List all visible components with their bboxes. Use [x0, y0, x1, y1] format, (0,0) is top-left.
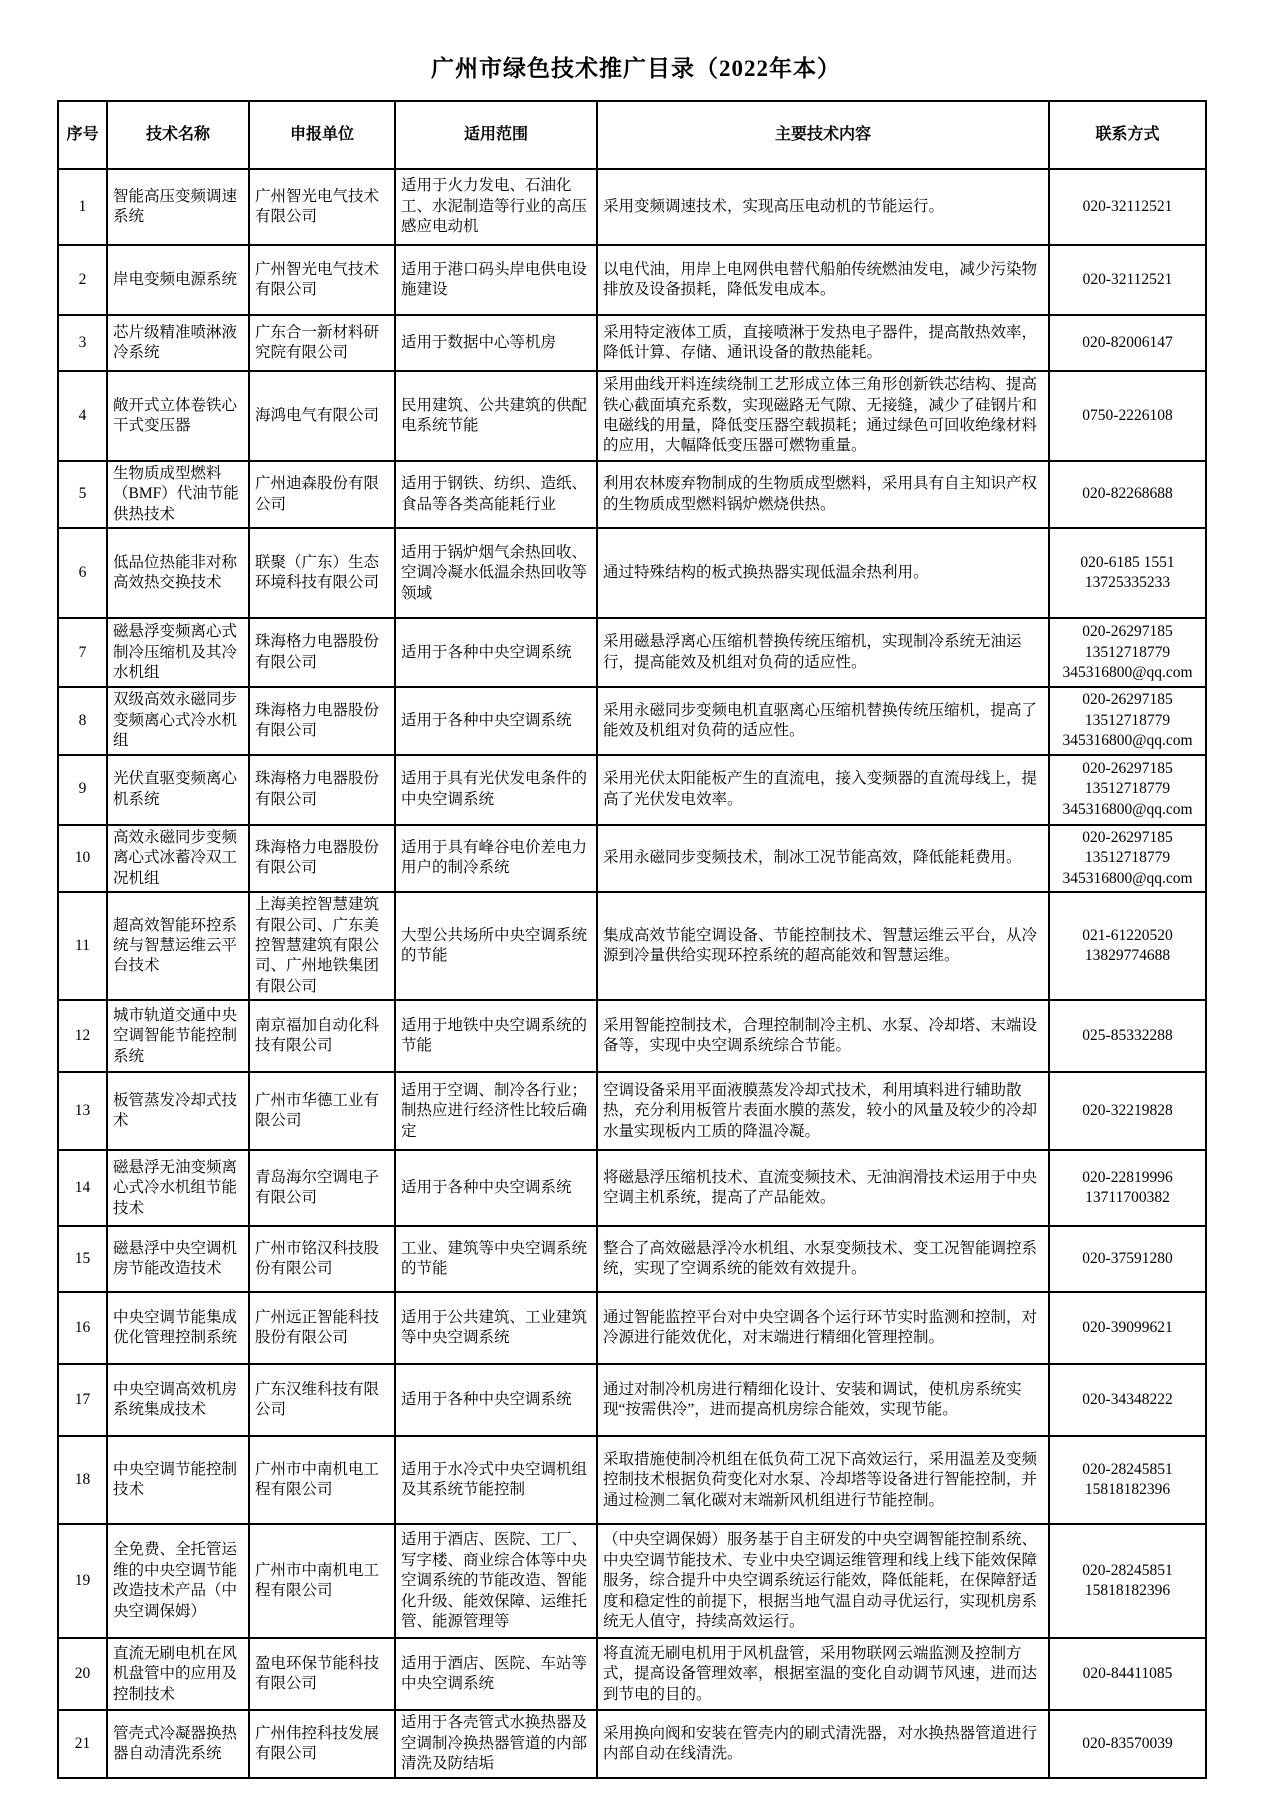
cell-main-content: 以电代油，用岸上电网供电替代船舶传统燃油发电，减少污染物排放及设备损耗，降低发电成本。: [597, 245, 1049, 315]
page-title: 广州市绿色技术推广目录（2022年本）: [431, 56, 841, 81]
cell-applicant-unit: 珠海格力电器股份有限公司: [249, 755, 395, 825]
cell-scope: 适用于具有峰谷电价差电力用户的制冷系统: [395, 825, 597, 892]
catalog-table: [57, 100, 1207, 1779]
cell-tech-name: 磁悬浮中央空调机房节能改造技术: [107, 1226, 249, 1292]
cell-applicant-unit: 广州市华德工业有限公司: [249, 1072, 395, 1150]
table-row: [58, 461, 1206, 528]
cell-applicant-unit: 珠海格力电器股份有限公司: [249, 687, 395, 754]
cell-contact: 025-85332288: [1049, 1000, 1206, 1072]
cell-tech-name: 岸电变频电源系统: [107, 245, 249, 315]
cell-scope: 适用于各种中央空调系统: [395, 618, 597, 687]
cell-contact: 020-26297185 13512718779 345316800@qq.com: [1049, 618, 1206, 687]
cell-row-number: 15: [58, 1226, 107, 1292]
cell-scope: 适用于公共建筑、工业建筑等中央空调系统: [395, 1292, 597, 1364]
cell-tech-name: 双级高效永磁同步变频离心式冷水机组: [107, 687, 249, 754]
cell-contact: 020-83570039: [1049, 1710, 1206, 1777]
cell-tech-name: 中央空调高效机房系统集成技术: [107, 1364, 249, 1436]
cell-main-content: 采用永磁同步变频技术，制冰工况节能高效，降低能耗费用。: [597, 825, 1049, 892]
cell-main-content: 将直流无刷电机用于风机盘管，采用物联网云端监测及控制方式，提高设备管理效率，根据室温的变化自动调节风速，进而达到节电的目的。: [597, 1638, 1049, 1710]
cell-applicant-unit: 青岛海尔空调电子有限公司: [249, 1150, 395, 1226]
table-row: [58, 1710, 1206, 1777]
cell-main-content: 整合了高效磁悬浮冷水机组、水泵变频技术、变工况智能调控系统，实现了空调系统的能效有效提升。: [597, 1226, 1049, 1292]
cell-contact: 020-84411085: [1049, 1638, 1206, 1710]
cell-contact: 020-26297185 13512718779 345316800@qq.com: [1049, 755, 1206, 825]
cell-main-content: 采取措施使制冷机组在低负荷工况下高效运行，采用温差及变频控制技术根据负荷变化对水泵、冷却塔等设备进行智能控制，并通过检测二氧化碳对末端新风机组进行节能控制。: [597, 1436, 1049, 1524]
cell-row-number: 12: [58, 1000, 107, 1072]
table-row: [58, 528, 1206, 618]
cell-scope: 适用于水冷式中央空调机组及其系统节能控制: [395, 1436, 597, 1524]
cell-row-number: 16: [58, 1292, 107, 1364]
cell-applicant-unit: 南京福加自动化科技有限公司: [249, 1000, 395, 1072]
cell-row-number: 18: [58, 1436, 107, 1524]
cell-scope: 适用于地铁中央空调系统的节能: [395, 1000, 597, 1072]
table-row: [58, 1524, 1206, 1638]
table-row: [58, 1638, 1206, 1710]
cell-scope: 适用于锅炉烟气余热回收、空调冷凝水低温余热回收等领域: [395, 528, 597, 618]
table-row: [58, 1000, 1206, 1072]
cell-applicant-unit: 海鸿电气有限公司: [249, 371, 395, 461]
table-row: [58, 618, 1206, 687]
table-row: [58, 1436, 1206, 1524]
cell-scope: 工业、建筑等中央空调系统的节能: [395, 1226, 597, 1292]
cell-applicant-unit: 广州市中南机电工程有限公司: [249, 1524, 395, 1638]
cell-contact: 020-28245851 15818182396: [1049, 1524, 1206, 1638]
cell-applicant-unit: 广州伟控科技发展有限公司: [249, 1710, 395, 1777]
cell-tech-name: 全免费、全托管运维的中央空调节能改造技术产品（中央空调保姆）: [107, 1524, 249, 1638]
header-main-content: 主要技术内容: [597, 101, 1049, 169]
cell-row-number: 2: [58, 245, 107, 315]
cell-scope: 民用建筑、公共建筑的供配电系统节能: [395, 371, 597, 461]
header-applicant-unit: 申报单位: [249, 101, 395, 169]
cell-tech-name: 高效永磁同步变频离心式冰蓄冷双工况机组: [107, 825, 249, 892]
cell-main-content: 通过特殊结构的板式换热器实现低温余热利用。: [597, 528, 1049, 618]
cell-row-number: 11: [58, 892, 107, 1000]
cell-row-number: 20: [58, 1638, 107, 1710]
cell-main-content: 通过智能监控平台对中央空调各个运行环节实时监测和控制，对冷源进行能效优化，对末端进行精细化管理控制。: [597, 1292, 1049, 1364]
cell-applicant-unit: 上海美控智慧建筑有限公司、广东美控智慧建筑有限公司、广州地铁集团有限公司: [249, 892, 395, 1000]
cell-row-number: 13: [58, 1072, 107, 1150]
table-row: [58, 1364, 1206, 1436]
cell-main-content: 采用曲线开料连续绕制工艺形成立体三角形创新铁芯结构、提高铁心截面填充系数，实现磁路无气隙、无接缝，减少了硅钢片和电磁线的用量，降低变压器空载损耗；通过绿色可回收绝缘材料的应用，大幅降低变压器可燃物重量。: [597, 371, 1049, 461]
cell-scope: 适用于火力发电、石油化工、水泥制造等行业的高压感应电动机: [395, 169, 597, 245]
cell-tech-name: 磁悬浮无油变频离心式冷水机组节能技术: [107, 1150, 249, 1226]
cell-main-content: 将磁悬浮压缩机技术、直流变频技术、无油润滑技术运用于中央空调主机系统，提高了产品能效。: [597, 1150, 1049, 1226]
cell-tech-name: 智能高压变频调速系统: [107, 169, 249, 245]
header-no: 序号: [58, 101, 107, 169]
cell-scope: 适用于酒店、医院、车站等中央空调系统: [395, 1638, 597, 1710]
cell-contact: 020-32112521: [1049, 169, 1206, 245]
table-row: [58, 1072, 1206, 1150]
cell-main-content: 采用智能控制技术，合理控制制冷主机、水泵、冷却塔、末端设备等，实现中央空调系统综合节能。: [597, 1000, 1049, 1072]
cell-tech-name: 芯片级精准喷淋液冷系统: [107, 315, 249, 371]
table-row: [58, 892, 1206, 1000]
cell-main-content: 采用特定液体工质，直接喷淋于发热电子器件，提高散热效率，降低计算、存储、通讯设备的散热能耗。: [597, 315, 1049, 371]
cell-main-content: 采用光伏太阳能板产生的直流电，接入变频器的直流母线上，提高了光伏发电效率。: [597, 755, 1049, 825]
table-row: [58, 1226, 1206, 1292]
cell-tech-name: 城市轨道交通中央空调智能节能控制系统: [107, 1000, 249, 1072]
cell-contact: 020-34348222: [1049, 1364, 1206, 1436]
cell-scope: 适用于空调、制冷各行业；制热应进行经济性比较后确定: [395, 1072, 597, 1150]
cell-contact: 020-22819996 13711700382: [1049, 1150, 1206, 1226]
cell-main-content: 集成高效节能空调设备、节能控制技术、智慧运维云平台，从冷源到冷量供给实现环控系统的超高能效和智慧运维。: [597, 892, 1049, 1000]
cell-main-content: 采用换向阀和安装在管壳内的刷式清洗器，对水换热器管道进行内部自动在线清洗。: [597, 1710, 1049, 1777]
cell-scope: 适用于具有光伏发电条件的中央空调系统: [395, 755, 597, 825]
cell-contact: 020-32219828: [1049, 1072, 1206, 1150]
cell-applicant-unit: 广州市中南机电工程有限公司: [249, 1436, 395, 1524]
cell-scope: 适用于数据中心等机房: [395, 315, 597, 371]
cell-main-content: 空调设备采用平面液膜蒸发冷却式技术，利用填料进行辅助散热，充分利用板管片表面水膜的蒸发，较小的风量及较少的冷却水量实现板内工质的降温冷凝。: [597, 1072, 1049, 1150]
cell-applicant-unit: 广州迪森股份有限公司: [249, 461, 395, 528]
cell-contact: 020-37591280: [1049, 1226, 1206, 1292]
cell-scope: 适用于各种中央空调系统: [395, 1364, 597, 1436]
cell-scope: 适用于酒店、医院、工厂、写字楼、商业综合体等中央空调系统的节能改造、智能化升级、能效保障、运维托管、能源管理等: [395, 1524, 597, 1638]
table-row: [58, 371, 1206, 461]
cell-scope: 适用于各种中央空调系统: [395, 687, 597, 754]
cell-main-content: 通过对制冷机房进行精细化设计、安装和调试，使机房系统实现“按需供冷”，进而提高机房综合能效，实现节能。: [597, 1364, 1049, 1436]
header-scope: 适用范围: [395, 101, 597, 169]
table-body: [58, 169, 1206, 1778]
cell-row-number: 1: [58, 169, 107, 245]
cell-main-content: 利用农林废弃物制成的生物质成型燃料，采用具有自主知识产权的生物质成型燃料锅炉燃烧供热。: [597, 461, 1049, 528]
cell-main-content: 采用变频调速技术，实现高压电动机的节能运行。: [597, 169, 1049, 245]
cell-tech-name: 中央空调节能控制技术: [107, 1436, 249, 1524]
cell-tech-name: 敞开式立体卷铁心干式变压器: [107, 371, 249, 461]
cell-applicant-unit: 广东汉维科技有限公司: [249, 1364, 395, 1436]
table-row: [58, 687, 1206, 754]
cell-tech-name: 低品位热能非对称高效热交换技术: [107, 528, 249, 618]
cell-contact: 020-26297185 13512718779 345316800@qq.com: [1049, 825, 1206, 892]
cell-tech-name: 超高效智能环控系统与智慧运维云平台技术: [107, 892, 249, 1000]
cell-contact: 020-26297185 13512718779 345316800@qq.com: [1049, 687, 1206, 754]
cell-contact: 0750-2226108: [1049, 371, 1206, 461]
cell-scope: 适用于钢铁、纺织、造纸、食品等各类高能耗行业: [395, 461, 597, 528]
cell-main-content: （中央空调保姆）服务基于自主研发的中央空调智能控制系统、中央空调节能技术、专业中央空调运维管理和线上线下能效保障服务，综合提升中央空调系统运行能效，降低能耗，在保障舒适度和稳定性的前提下，根据当地气温自动寻优运行，实现机房系统无人值守，持续高效运行。: [597, 1524, 1049, 1638]
cell-tech-name: 磁悬浮变频离心式制冷压缩机及其冷水机组: [107, 618, 249, 687]
header-contact: 联系方式: [1049, 101, 1206, 169]
cell-row-number: 21: [58, 1710, 107, 1777]
cell-tech-name: 生物质成型燃料（BMF）代油节能供热技术: [107, 461, 249, 528]
table-row: [58, 755, 1206, 825]
table-row: [58, 1292, 1206, 1364]
cell-applicant-unit: 盈电环保节能科技有限公司: [249, 1638, 395, 1710]
cell-tech-name: 光伏直驱变频离心机系统: [107, 755, 249, 825]
cell-main-content: 采用磁悬浮离心压缩机替换传统压缩机，实现制冷系统无油运行，提高能效及机组对负荷的适应性。: [597, 618, 1049, 687]
cell-contact: 021-61220520 13829774688: [1049, 892, 1206, 1000]
table-row: [58, 245, 1206, 315]
cell-tech-name: 管壳式冷凝器换热器自动清洗系统: [107, 1710, 249, 1777]
cell-row-number: 17: [58, 1364, 107, 1436]
cell-applicant-unit: 广东合一新材料研究院有限公司: [249, 315, 395, 371]
cell-applicant-unit: 珠海格力电器股份有限公司: [249, 618, 395, 687]
header-tech-name: 技术名称: [107, 101, 249, 169]
table-header-row: [58, 101, 1206, 169]
table-row: [58, 1150, 1206, 1226]
cell-contact: 020-82268688: [1049, 461, 1206, 528]
cell-row-number: 5: [58, 461, 107, 528]
cell-main-content: 采用永磁同步变频电机直驱离心压缩机替换传统压缩机，提高了能效及机组对负荷的适应性。: [597, 687, 1049, 754]
cell-applicant-unit: 广州智光电气技术有限公司: [249, 245, 395, 315]
cell-scope: 适用于港口码头岸电供电设施建设: [395, 245, 597, 315]
cell-applicant-unit: 广州市铭汉科技股份有限公司: [249, 1226, 395, 1292]
cell-row-number: 14: [58, 1150, 107, 1226]
cell-row-number: 6: [58, 528, 107, 618]
cell-applicant-unit: 广州智光电气技术有限公司: [249, 169, 395, 245]
cell-row-number: 10: [58, 825, 107, 892]
cell-row-number: 8: [58, 687, 107, 754]
cell-contact: 020-28245851 15818182396: [1049, 1436, 1206, 1524]
cell-tech-name: 中央空调节能集成优化管理控制系统: [107, 1292, 249, 1364]
table-row: [58, 825, 1206, 892]
cell-row-number: 4: [58, 371, 107, 461]
cell-row-number: 3: [58, 315, 107, 371]
cell-tech-name: 直流无刷电机在风机盘管中的应用及控制技术: [107, 1638, 249, 1710]
cell-row-number: 9: [58, 755, 107, 825]
cell-scope: 适用于各壳管式水换热器及空调制冷换热器管道的内部清洗及防结垢: [395, 1710, 597, 1777]
table-row: [58, 169, 1206, 245]
cell-scope: 适用于各种中央空调系统: [395, 1150, 597, 1226]
cell-scope: 大型公共场所中央空调系统的节能: [395, 892, 597, 1000]
cell-applicant-unit: 广州远正智能科技股份有限公司: [249, 1292, 395, 1364]
cell-contact: 020-82006147: [1049, 315, 1206, 371]
table-row: [58, 315, 1206, 371]
cell-contact: 020-32112521: [1049, 245, 1206, 315]
cell-applicant-unit: 联聚（广东）生态环境科技有限公司: [249, 528, 395, 618]
cell-row-number: 19: [58, 1524, 107, 1638]
cell-contact: 020-6185 1551 13725335233: [1049, 528, 1206, 618]
cell-tech-name: 板管蒸发冷却式技术: [107, 1072, 249, 1150]
cell-applicant-unit: 珠海格力电器股份有限公司: [249, 825, 395, 892]
cell-row-number: 7: [58, 618, 107, 687]
cell-contact: 020-39099621: [1049, 1292, 1206, 1364]
